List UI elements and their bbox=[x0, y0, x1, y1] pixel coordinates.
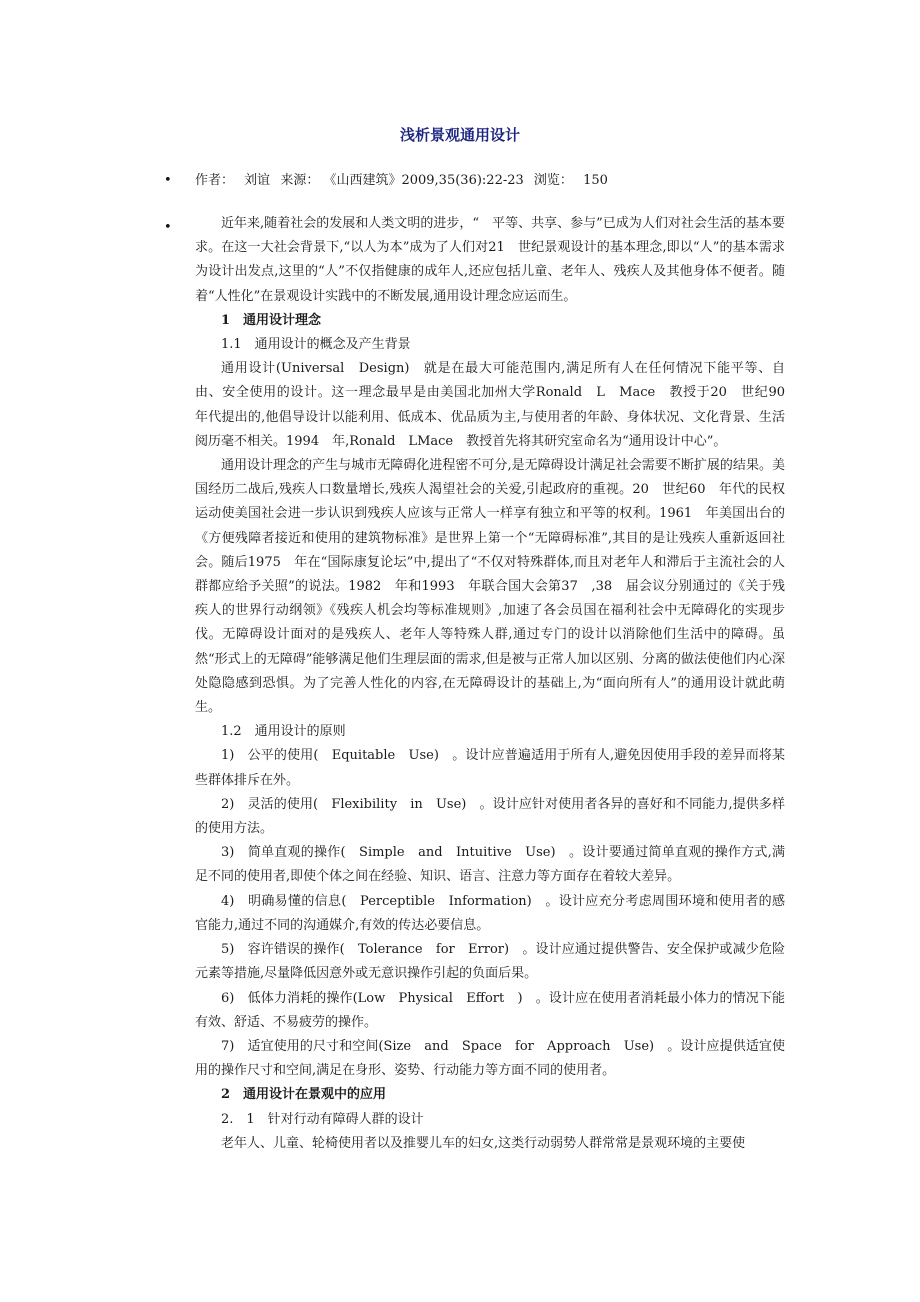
paragraph: 4) 明确易懂的信息( Perceptible Information) 。设计应充分考虑周围环境和使用者的感官能力,通过不同的沟通媒介,有效的传达必要信息。 bbox=[195, 893, 785, 933]
views-value: 150 bbox=[583, 173, 608, 188]
paragraph: 2) 灵活的使用( Flexibility in Use) 。设计应针对使用者各异的喜好和不同能力,提供多样的使用方法。 bbox=[195, 796, 785, 837]
paragraph: 7) 适宜使用的尺寸和空间(Size and Space for Approach Use) 。设计应提供适宜使用的操作尺寸和空间,满足在身形、姿势、行动能力等方面不同的使用者。 bbox=[195, 1038, 785, 1079]
author-label: 作者： bbox=[195, 173, 235, 188]
author-value: 刘谊 bbox=[244, 173, 271, 188]
paragraph: 近年来,随着社会的发展和人类文明的进步，“ 平等、共享、参与”已成为人们对社会生活的基本要求。在这一大社会背景下,“以人为本”成为了人们对21 世纪景观设计的基本理念,即以“人”的基本需求为设计出发点,这里的“人”不仅指健康的成年人,还应包括儿童、老年人、残疾人及其他身体不便者。随着“人性化”在景观设计实践中的不断发展,通用设计理念应运而生。 bbox=[195, 216, 785, 304]
paragraph: 1.2 通用设计的原则 bbox=[221, 724, 346, 740]
paragraph: 1.1 通用设计的概念及产生背景 bbox=[221, 337, 411, 353]
source-label: 来源： bbox=[280, 173, 320, 188]
paragraph: 6) 低体力消耗的操作(Low Physical Effort ) 。设计应在使用者消耗最小体力的情况下能有效、舒适、不易疲劳的操作。 bbox=[195, 990, 785, 1030]
page-title: 浅析景观通用设计 bbox=[399, 126, 520, 144]
article-body bbox=[195, 212, 799, 1156]
paragraph: 通用设计(Universal Design) 就是在最大可能范围内,满足所有人在任何情况下能平等、自由、安全使用的设计。这一理念最早是由美国北加州大学Ronald L Mace 教授于20 世纪90 年代提出的,他倡导设计以能利用、低成本、优品质为主,与使用者的年龄、身体状况、文化背景、生活阅历毫不相关。1994 年,Ronald LMace 教授首先将其研究室命名为“通用设计中心”。 bbox=[195, 361, 799, 449]
paragraph: 2. 1 针对行动有障碍人群的设计 bbox=[221, 1111, 424, 1127]
article-meta bbox=[195, 171, 614, 191]
bullet-icon: • bbox=[164, 220, 172, 235]
paragraph: 通用设计理念的产生与城市无障碍化进程密不可分,是无障碍设计满足社会需要不断扩展的结果。美国经历二战后,残疾人口数量增长,残疾人渴望社会的关爱,引起政府的重视。20 世纪60 年代的民权运动使美国社会进一步认识到残疾人应该与正常人一样享有独立和平等的权利。1961 年美国出台的《方便残障者接近和使用的建筑物标准》是世界上第一个“无障碍标准”,其目的是让残疾人重新返回社会。随后1975 年在“国际康复论坛”中,提出了“不仅对特殊群体,而且对老年人和滞后于主流社会的人群都应给予关照”的说法。1982 年和1993 年联合国大会第37 ,38 届会议分别通过的《关于残疾人的世界行动纲领》《残疾人机会均等标准规则》,加速了各会员国在福利社会中无障碍化的实现步伐。无障碍设计面对的是残疾人、老年人等特殊人群,通过专门的设计以消除他们生活中的障碍。虽然“形式上的无障碍”能够满足他们生理层面的需求,但是被与正常人加以区别、分离的做法使他们内心深处隐隐感到恐惧。为了完善人性化的内容,在无障碍设计的基础上,为“面向所有人”的通用设计就此萌生。 bbox=[195, 458, 785, 716]
paragraph: 3) 简单直观的操作( Simple and Intuitive Use) 。设计要通过简单直观的操作方式,满足不同的使用者,即使个体之间在经验、知识、语言、注意力等方面存在着较大差异。 bbox=[195, 845, 785, 885]
paragraph: 5) 容许错误的操作( Tolerance for Error) 。设计应通过提供警告、安全保护或减少危险元素等措施,尽量降低因意外或无意识操作引起的负面后果。 bbox=[195, 942, 785, 982]
section-heading: 2 通用设计在景观中的应用 bbox=[221, 1087, 387, 1103]
paragraph: 老年人、儿童、轮椅使用者以及推婴儿车的妇女,这类行动弱势人群常常是景观环境的主要使 bbox=[221, 1135, 746, 1151]
paragraph: 1) 公平的使用( Equitable Use) 。设计应普遍适用于所有人,避免因使用手段的差异而将某些群体排斥在外。 bbox=[195, 748, 785, 788]
views-label: 浏览： bbox=[533, 173, 573, 188]
section-heading: 1 通用设计理念 bbox=[221, 312, 322, 328]
bullet-icon: • bbox=[164, 173, 172, 188]
source-value: 《山西建筑》2009,35(36):22-23 bbox=[323, 173, 524, 188]
